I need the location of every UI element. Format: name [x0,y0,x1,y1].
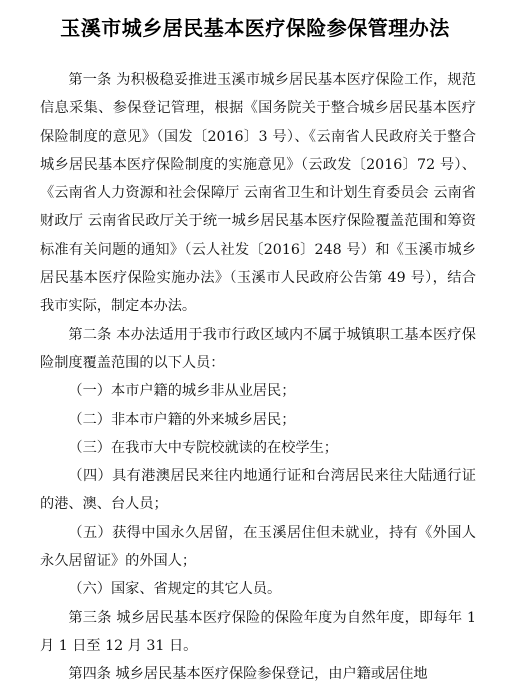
list-item-1: （一）本市户籍的城乡非从业居民； [68,383,296,400]
document-title: 玉溪市城乡居民基本医疗保险参保管理办法 [60,16,450,40]
list-item-3: （三）在我市大中专院校就读的在校学生； [68,439,338,456]
document-body [40,66,476,689]
article-3-paragraph: 第三条 城乡居民基本医疗保险的保险年度为自然年度，即每年 1 月 1 日至 12 月 31 日。 [40,609,476,654]
list-item-2: （二）非本市户籍的外来城乡居民； [68,411,296,428]
article-1-paragraph: 第一条 为积极稳妥推进玉溪市城乡居民基本医疗保险工作，规范信息采集、参保登记管理，根据《国务院关于整合城乡居民基本医疗保险制度的意见》（国发〔2016〕3 号）、《云南省人民政府关于整合城乡居民基本医疗保险制度的实施意见》（云政发〔2016〕72 号）、《云南省人力资源和社会保障厅 云南省卫生和计划生育委员会 云南省财政厅 云南省民政厅关于统一城乡居民基本医疗保险覆盖范围和筹资标准有关问题的通知》（云人社发〔2016〕248 号）和《玉溪市城乡居民基本医疗保险实施办法》（玉溪市人民政府公告第 49 号），结合我市实际，制定本办法。 [40,72,476,315]
list-item-6: （六）国家、省规定的其它人员。 [68,581,282,598]
article-2-paragraph: 第二条 本办法适用于我市行政区域内不属于城镇职工基本医疗保险制度覆盖范围的以下人员： [40,326,476,371]
article-4-paragraph: 第四条 城乡居民基本医疗保险参保登记，由户籍或居住地 [68,666,428,683]
list-item-5: （五）获得中国永久居留，在玉溪居住但未就业，持有《外国人永久居留证》的外国人； [40,524,476,570]
list-item-4: （四）具有港澳居民来往内地通行证和台湾居民来往大陆通行证的港、澳、台人员； [40,468,476,513]
